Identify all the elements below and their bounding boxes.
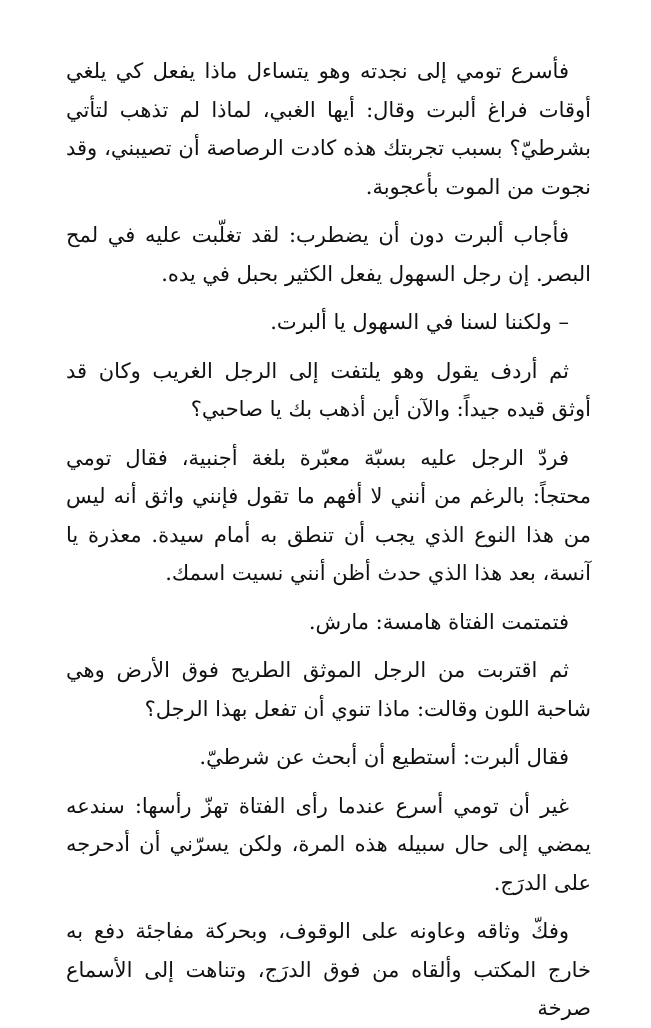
paragraph-8: فقال ألبرت: أستطيع أن أبحث عن شرطيّ. [199,745,569,769]
paragraph-10: وفكّ وثاقه وعاونه على الوقوف، وبحركة مفاجئة دفع به خارج المكتب وألقاه من فوق الدرَج، وتناهت إلى الأسماع صرخة [66,919,591,1020]
paragraph-5: فردّ الرجل عليه بسبّة معبّرة بلغة أجنبية، فقال تومي محتجاً: بالرغم من أنني لا أفهم ما تقول فإنني واثق أنه ليس من هذا النوع الذي يجب أن تنطق به أمام سيدة. معذرة يا آنسة، بعد هذا الذي حدث أظن أنني نسيت اسمك. [66,445,591,585]
paragraph-9: غير أن تومي أسرع عندما رأى الفتاة تهزّ رأسها: سندعه يمضي إلى حال سبيله هذه المرة، ولكن يسرّني أن أدحرجه على الدرَج. [66,793,591,895]
paragraph-4: ثم أردف يقول وهو يلتفت إلى الرجل الغريب وكان قد أوثق قيده جيداً: والآن أين أذهب بك يا صاحبي؟ [66,358,591,421]
paragraph-1: فأسرع تومي إلى نجدته وهو يتساءل ماذا يفعل كي يلغي أوقات فراغ ألبرت وقال: أيها الغبي، لماذا لم تذهب لتأتي بشرطيّ؟ بسبب تجربتك هذه كادت الرصاصة أن تصيبني، وقد نجوت من الموت بأعجوبة. [66,59,591,199]
paragraph-3: – ولكننا لسنا في السهول يا ألبرت. [270,310,569,334]
paragraph-2: فأجاب ألبرت دون أن يضطرب: لقد تغلّبت عليه في لمح البصر. إن رجل السهول يفعل الكثير بحبل في يده. [66,223,591,286]
paragraph-6: فتمتمت الفتاة هامسة: مارش. [308,609,569,634]
paragraph-7: ثم اقتربت من الرجل الموثق الطريح فوق الأرض وهي شاحبة اللون وقالت: ماذا تنوي أن تفعل بهذا الرجل؟ [66,658,591,721]
